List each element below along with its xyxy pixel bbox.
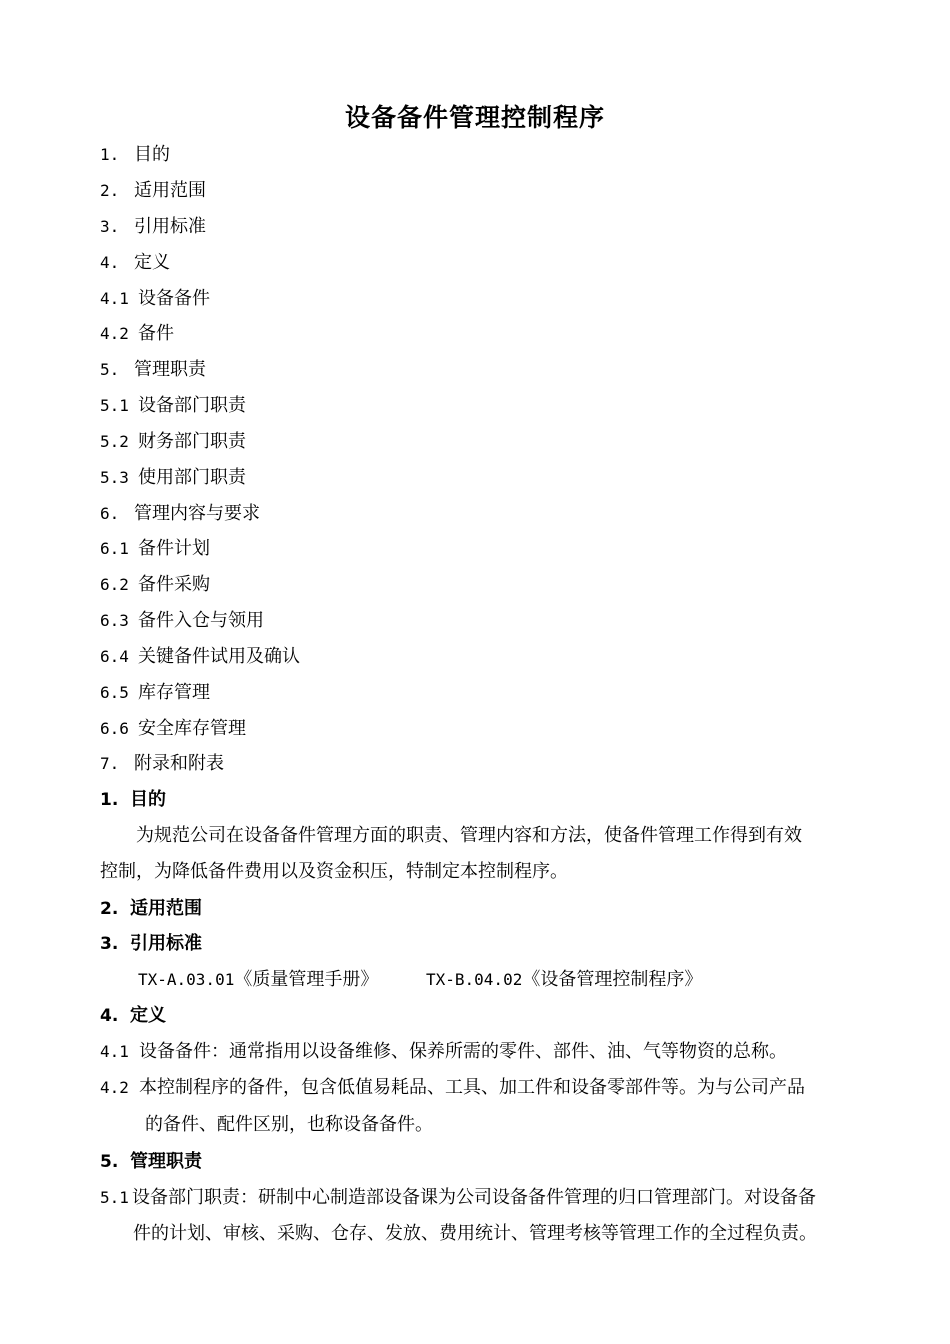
reference-name: 《设备管理控制程序》 [522,969,703,990]
toc-item-number: 5.1 [100,396,129,415]
toc-item [100,537,210,561]
toc-item-text: 备件入仓与领用 [138,610,264,631]
toc-item-number: 4.1 [100,289,129,308]
toc-item [100,466,246,490]
toc-item [100,681,210,705]
toc-item-text: 适用范围 [134,180,206,201]
toc-item-number: 4. [100,253,120,272]
toc-item [100,645,300,669]
definition-number: 4.1 [100,1042,129,1061]
toc-item [100,251,170,275]
reference-2 [426,968,702,992]
toc-item-number: 6.1 [100,539,129,558]
toc-item-number: 6.5 [100,683,129,702]
section-heading-references [100,932,202,956]
toc-item-number: 1. [100,145,120,164]
document-title: 设备备件管理控制程序 [344,103,605,132]
toc-item-text: 设备备件 [138,288,210,309]
definition-4-2 [100,1076,805,1100]
toc-item-text: 备件采购 [138,574,210,595]
toc-item-text: 管理内容与要求 [134,503,260,524]
toc-item [100,752,224,776]
toc-item [100,287,210,311]
toc-item-number: 2. [100,181,120,200]
toc-item [100,394,246,418]
toc-item-text: 关键备件试用及确认 [138,646,300,667]
toc-item-text: 使用部门职责 [138,467,246,488]
toc-item [100,430,246,454]
reference-code: TX-B.04.02 [426,970,523,989]
toc-item-number: 7. [100,754,120,773]
toc-item-text: 安全库存管理 [138,718,246,739]
toc-item [100,609,264,633]
toc-item-number: 5.3 [100,468,129,487]
responsibility-5-1-line-2: 件的计划、审核、采购、仓存、发放、费用统计、管理考核等管理工作的全过程负责。 [133,1223,817,1244]
toc-item-number: 6.4 [100,647,129,666]
toc-item-number: 6.2 [100,575,129,594]
toc-item [100,143,170,167]
responsibility-number: 5.1 [100,1188,129,1207]
toc-item [100,717,246,741]
definition-4-2-line-2: 的备件、配件区别，也称设备备件。 [145,1114,433,1135]
toc-item-number: 4.2 [100,324,129,343]
definition-number: 4.2 [100,1078,129,1097]
reference-code: TX-A.03.01 [138,970,235,989]
toc-item-number: 6.3 [100,611,129,630]
toc-item-number: 5.2 [100,432,129,451]
section-number: 5. [100,1152,119,1172]
definition-4-1 [100,1040,787,1064]
section-heading-scope [100,897,202,921]
toc-item-text: 设备部门职责 [138,395,246,416]
toc-item [100,573,210,597]
definition-text: 本控制程序的备件，包含低值易耗品、工具、加工件和设备零部件等。为与公司产品 [139,1077,805,1098]
toc-item-number: 6. [100,504,120,523]
toc-item-text: 目的 [134,144,170,165]
purpose-paragraph-line-1: 为规范公司在设备备件管理方面的职责、管理内容和方法，使备件管理工作得到有效 [136,825,802,846]
toc-item-number: 6.6 [100,719,129,738]
responsibility-5-1 [100,1186,816,1210]
responsibility-text: 设备部门职责：研制中心制造部设备课为公司设备备件管理的归口管理部门。对设备备 [132,1187,816,1208]
toc-item-text: 定义 [134,252,170,273]
section-heading-purpose [100,788,166,812]
section-number: 3. [100,934,119,954]
section-title: 管理职责 [130,1151,202,1172]
toc-item [100,358,206,382]
section-number: 2. [100,899,119,919]
toc-item [100,215,206,239]
toc-item-number: 3. [100,217,120,236]
toc-item-number: 5. [100,360,120,379]
toc-item [100,502,260,526]
toc-item-text: 引用标准 [134,216,206,237]
toc-item [100,322,174,346]
section-title: 目的 [130,789,166,810]
toc-item-text: 库存管理 [138,682,210,703]
reference-name: 《质量管理手册》 [234,969,379,990]
section-number: 4. [100,1006,119,1026]
toc-item-text: 备件计划 [138,538,210,559]
toc-item [100,179,206,203]
reference-1 [138,968,378,992]
toc-item-text: 财务部门职责 [138,431,246,452]
toc-item-text: 管理职责 [134,359,206,380]
section-number: 1. [100,790,119,810]
section-title: 引用标准 [130,933,202,954]
purpose-paragraph-line-2: 控制，为降低备件费用以及资金积压，特制定本控制程序。 [100,861,568,882]
section-title: 定义 [130,1005,166,1026]
toc-item-text: 附录和附表 [134,753,224,774]
toc-item-text: 备件 [138,323,174,344]
section-title: 适用范围 [130,898,202,919]
section-heading-definitions [100,1004,166,1028]
definition-text: 设备备件：通常指用以设备维修、保养所需的零件、部件、油、气等物资的总称。 [139,1041,787,1062]
section-heading-responsibilities [100,1150,202,1174]
